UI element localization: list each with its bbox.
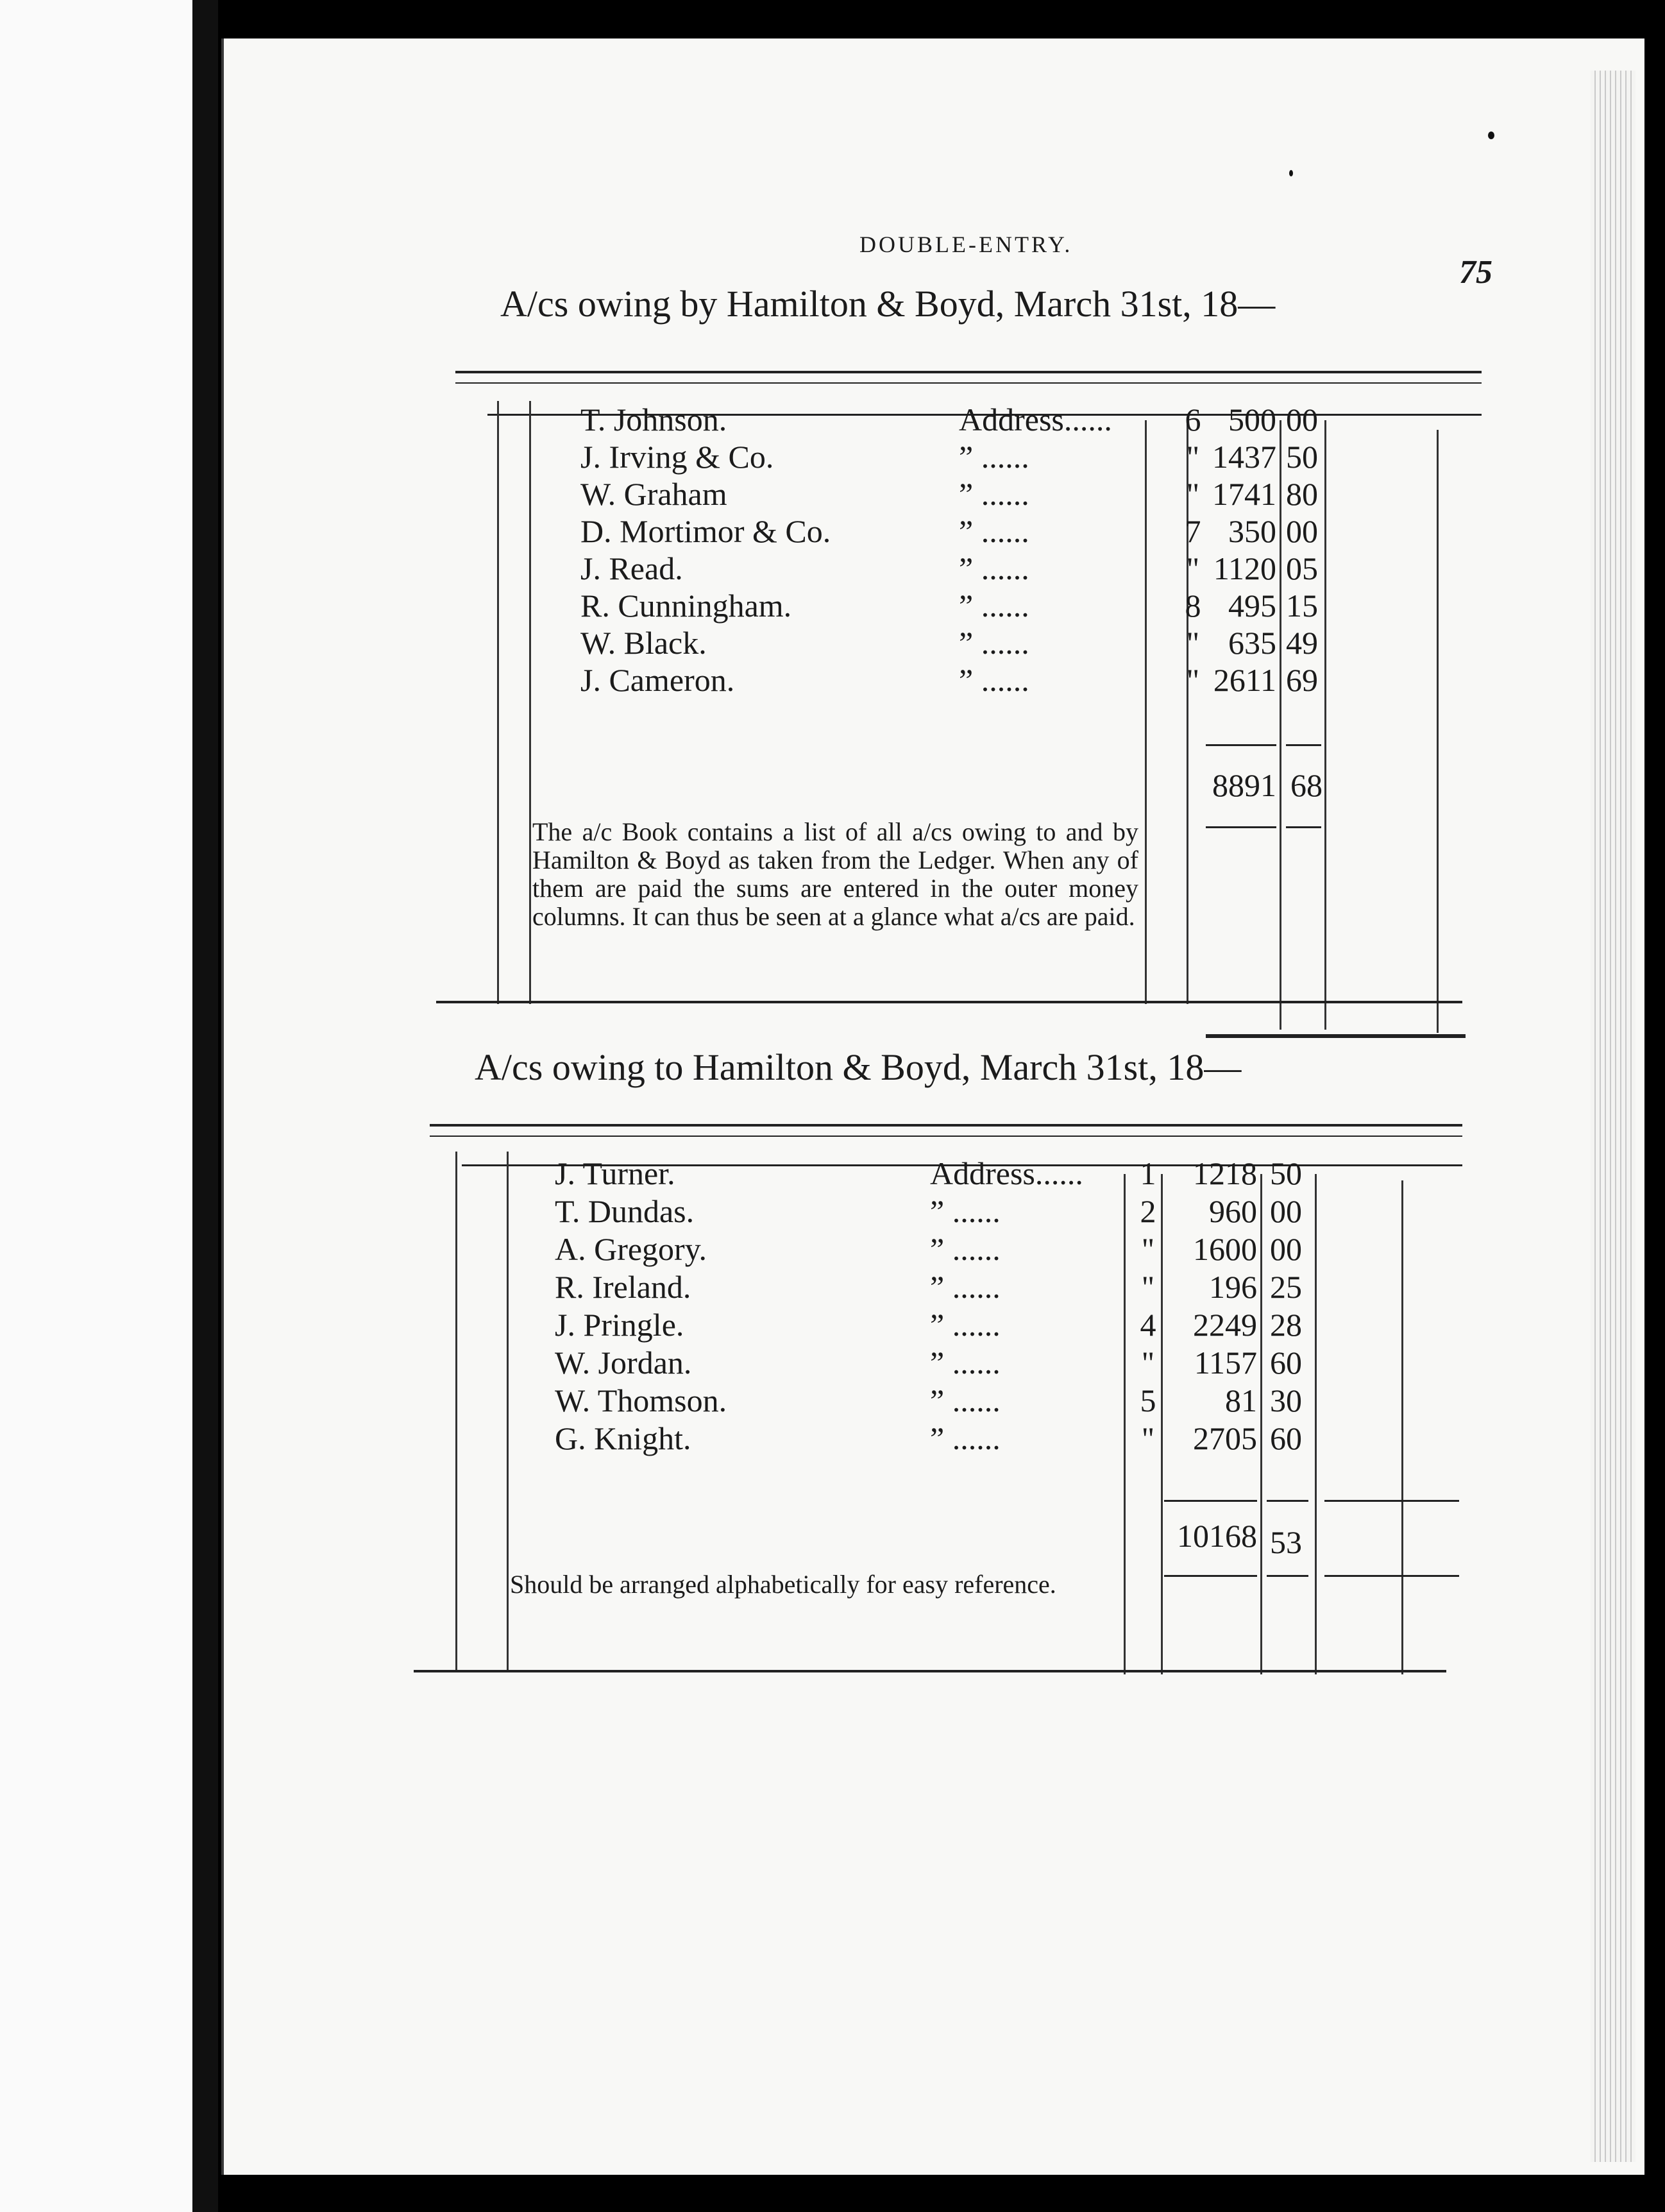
ink-speck	[1289, 170, 1293, 176]
section2-row-address: ” ......	[930, 1382, 1001, 1418]
section1-margin-line	[497, 401, 499, 1004]
section2-row-name: W. Jordan.	[555, 1345, 692, 1381]
section1-row-cents: 00	[1286, 402, 1318, 438]
section2-cents-line	[1260, 1174, 1262, 1674]
section2-row-dollars: 1600	[1193, 1231, 1257, 1267]
section2-margin-line	[455, 1152, 457, 1671]
running-head: DOUBLE-ENTRY.	[859, 232, 1073, 257]
section1-row-name: T. Johnson.	[580, 402, 727, 438]
section2-row-address: ” ......	[930, 1345, 1001, 1381]
book-gutter	[192, 0, 218, 2212]
section1-margin-line	[529, 401, 531, 1004]
section2-row-cents: 00	[1270, 1231, 1302, 1267]
section1-row-folio: 8	[1185, 588, 1201, 624]
section2-row-cents: 28	[1270, 1307, 1302, 1343]
section2-outer-line	[1401, 1180, 1403, 1674]
section2-folio-line	[1124, 1174, 1126, 1674]
section1-row-address: ” ......	[959, 588, 1029, 624]
section1-cents-line	[1324, 420, 1326, 1030]
section1-row-address: ” ......	[959, 662, 1029, 698]
section1-row-folio: 6	[1185, 402, 1201, 438]
page	[221, 38, 1644, 2175]
section2-outer-rule	[1324, 1575, 1459, 1577]
section2-row-folio: 4	[1140, 1307, 1156, 1343]
section1-row-name: J. Cameron.	[580, 662, 735, 698]
section1-total-dollars: 8891	[1212, 767, 1276, 803]
section1-row-address: ” ......	[959, 550, 1029, 586]
section2-row-folio: 5	[1140, 1382, 1156, 1418]
section1-row-dollars: 500	[1228, 402, 1276, 438]
section2-outer-rule	[1324, 1500, 1459, 1502]
section1-row-folio: "	[1186, 550, 1200, 586]
section2-row-name: J. Turner.	[555, 1155, 675, 1191]
section2-row-address: ” ......	[930, 1231, 1001, 1267]
section1-row-folio: "	[1186, 662, 1200, 698]
section1-row-folio: "	[1186, 439, 1200, 475]
section1-row-name: W. Graham	[580, 476, 727, 512]
section1-row-dollars: 2611	[1213, 662, 1276, 698]
page-edges	[1591, 71, 1635, 2162]
section2-row-name: R. Ireland.	[555, 1269, 691, 1305]
section1-row-address: ” ......	[959, 439, 1029, 475]
section1-row-address: ” ......	[959, 625, 1029, 661]
section2-row-cents: 25	[1270, 1269, 1302, 1305]
section2-row-address: ” ......	[930, 1307, 1001, 1343]
section2-top-rule-thin	[430, 1136, 1462, 1137]
section2-row-name: J. Pringle.	[555, 1307, 684, 1343]
section2-row-name: T. Dundas.	[555, 1193, 695, 1229]
section2-row-name: W. Thomson.	[555, 1382, 727, 1418]
section2-sum-rule	[1267, 1500, 1308, 1502]
section1-outer-line	[1437, 430, 1439, 1033]
section2-row-cents: 30	[1270, 1382, 1302, 1418]
section1-row-folio: 7	[1185, 513, 1201, 549]
section1-row-dollars: 350	[1228, 513, 1276, 549]
section2-total-rule	[1267, 1575, 1308, 1577]
section2-row-address: Address......	[930, 1155, 1083, 1191]
section2-total-dollars: 10168	[1177, 1518, 1257, 1554]
page-number: 75	[1459, 254, 1492, 291]
section1-total-cents: 68	[1290, 767, 1323, 803]
section1-top-rule	[455, 371, 1482, 373]
section2-row-folio: "	[1141, 1269, 1155, 1305]
section2-row-folio: 1	[1140, 1155, 1156, 1191]
section2-total-cents: 53	[1270, 1524, 1302, 1560]
section1-row-name: D. Mortimor & Co.	[580, 513, 831, 549]
section2-row-dollars: 81	[1225, 1382, 1257, 1418]
section2-row-dollars: 196	[1209, 1269, 1257, 1305]
section1-total-rule	[1286, 826, 1321, 828]
section1-row-folio: "	[1186, 476, 1200, 512]
section1-cents-line	[1280, 420, 1281, 1030]
section1-bottom-rule	[436, 1001, 1462, 1003]
section1-row-dollars: 635	[1228, 625, 1276, 661]
section1-row-name: W. Black.	[580, 625, 707, 661]
section1-row-address: ” ......	[959, 476, 1029, 512]
section2-row-cents: 60	[1270, 1345, 1302, 1381]
section2-row-folio: 2	[1140, 1193, 1156, 1229]
section1-row-dollars: 1120	[1213, 550, 1276, 586]
section1-row-name: R. Cunningham.	[580, 588, 792, 624]
section1-note: The a/c Book contains a list of all a/cs owing to and by Hamilton & Boyd as taken from the Ledger. When any of them are paid the sums are entered in the outer money columns. It can thus be seen at a glance what a/cs are paid.	[532, 817, 1138, 931]
section1-row-name: J. Read.	[580, 550, 683, 586]
section2-row-name: G. Knight.	[555, 1420, 691, 1456]
section2-row-folio: "	[1141, 1345, 1155, 1381]
section2-top-rule	[430, 1124, 1462, 1127]
section2-row-cents: 00	[1270, 1193, 1302, 1229]
section2-row-cents: 60	[1270, 1420, 1302, 1456]
section1-row-cents: 05	[1286, 550, 1318, 586]
section2-row-address: ” ......	[930, 1420, 1001, 1456]
section1-bottom-rule-heavy	[1206, 1034, 1466, 1038]
section1-row-cents: 69	[1286, 662, 1318, 698]
section1-row-dollars: 1437	[1212, 439, 1276, 475]
section2-row-name: A. Gregory.	[555, 1231, 707, 1267]
section2-row-folio: "	[1141, 1231, 1155, 1267]
section2-row-dollars: 1157	[1194, 1345, 1257, 1381]
section1-total-rule	[1206, 826, 1276, 828]
section2-row-dollars: 2705	[1193, 1420, 1257, 1456]
section2-sum-rule	[1164, 1500, 1257, 1502]
section1-row-dollars: 1741	[1212, 476, 1276, 512]
section1-row-folio: "	[1186, 625, 1200, 661]
section1-title: A/cs owing by Hamilton & Boyd, March 31st, 18—	[500, 283, 1276, 325]
section2-row-dollars: 960	[1209, 1193, 1257, 1229]
ink-speck	[1488, 132, 1494, 139]
section1-row-dollars: 495	[1228, 588, 1276, 624]
section2-dollars-line	[1161, 1174, 1163, 1674]
section1-row-address: ” ......	[959, 513, 1029, 549]
section1-folio-line	[1145, 420, 1147, 1004]
section2-row-address: ” ......	[930, 1269, 1001, 1305]
section2-row-folio: "	[1141, 1420, 1155, 1456]
section2-row-address: ” ......	[930, 1193, 1001, 1229]
section1-top-rule-thin	[455, 382, 1482, 384]
section1-row-cents: 15	[1286, 588, 1318, 624]
section2-bottom-rule	[414, 1670, 1446, 1672]
section2-margin-line	[507, 1152, 509, 1671]
section1-row-cents: 00	[1286, 513, 1318, 549]
section2-cents-line	[1315, 1174, 1317, 1674]
section1-row-address: Address......	[959, 402, 1112, 438]
section2-row-cents: 50	[1270, 1155, 1302, 1191]
section1-row-cents: 80	[1286, 476, 1318, 512]
section1-sum-rule	[1286, 744, 1321, 746]
facing-page	[0, 0, 196, 2212]
section2-total-rule	[1164, 1575, 1257, 1577]
section2-row-dollars: 1218	[1193, 1155, 1257, 1191]
section2-title: A/cs owing to Hamilton & Boyd, March 31st, 18—	[475, 1046, 1242, 1088]
section1-row-cents: 49	[1286, 625, 1318, 661]
section2-note: Should be arranged alphabetically for easy reference.	[510, 1570, 1056, 1599]
section2-row-dollars: 2249	[1193, 1307, 1257, 1343]
section1-row-cents: 50	[1286, 439, 1318, 475]
section1-row-name: J. Irving & Co.	[580, 439, 774, 475]
section1-sum-rule	[1206, 744, 1276, 746]
